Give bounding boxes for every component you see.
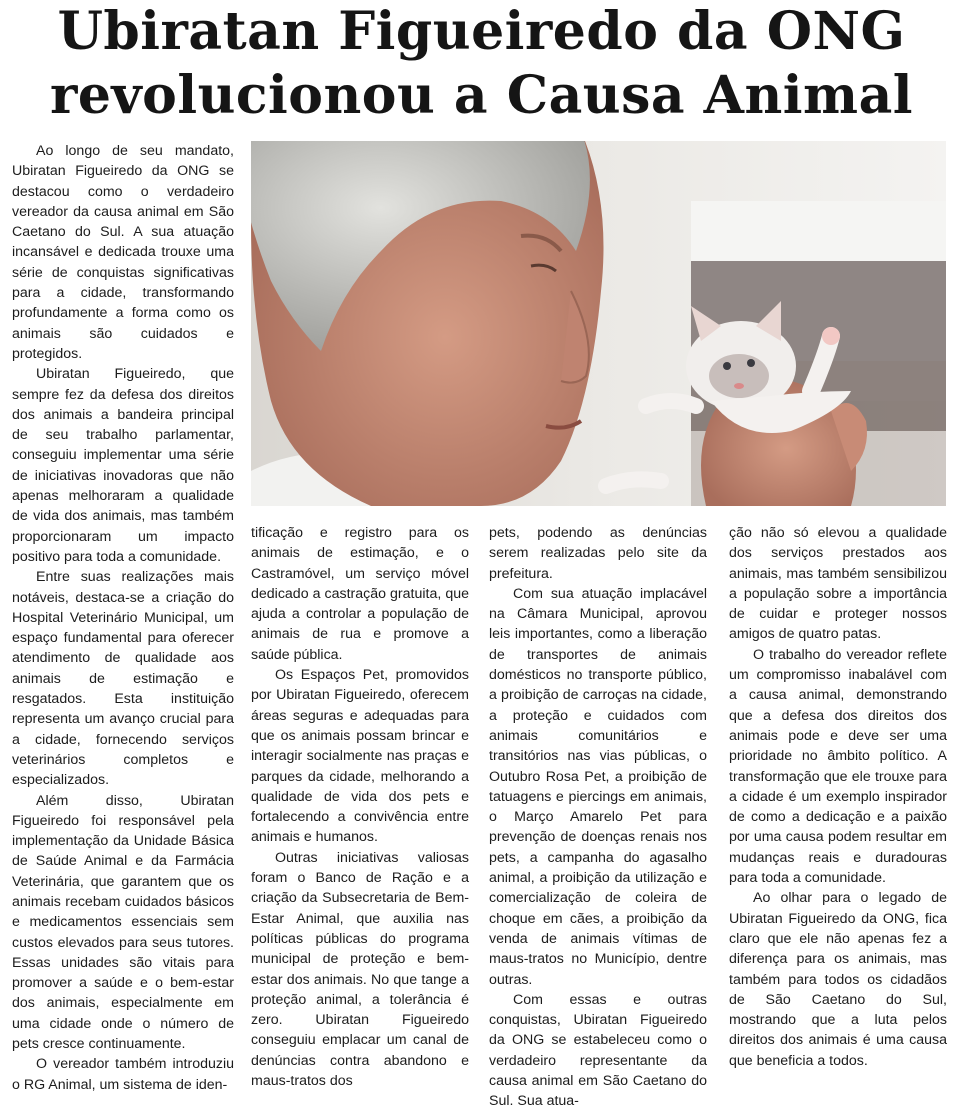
paragraph: Com essas e outras conquistas, Ubiratan Figueiredo da ONG se estabeleceu como o verdadeiro representante da causa animal em São Caetano do Sul. Sua atua- <box>489 991 707 1110</box>
paragraph: ção não só elevou a qualidade dos serviços prestados aos animais, mas também sensibilizou a população sobre a importância de cuidar e proteger nossos amigos de quatro patas. <box>729 525 947 643</box>
paragraph: tificação e registro para os animais de estimação, e o Castramóvel, um serviço móvel dedicado a castração gratuita, que ajuda a controlar a população de animais de rua e promove a saúde pública. <box>251 525 469 663</box>
kitten-hind-leg <box>606 479 661 486</box>
paragraph: Ao longo de seu mandato, Ubiratan Figueiredo da ONG se destacou como o verdadeiro vereador da causa animal em São Caetano do Sul. A sua atuação incansável e dedicada trouxe uma série de conquistas significativas para a cidade, transformando profundamente a forma como os animais são cuidados e protegidos. <box>12 143 234 362</box>
kitten-eye-left <box>723 362 731 370</box>
article-column-2 <box>251 523 469 1091</box>
paragraph: Com sua atuação implacável na Câmara Municipal, aprovou leis importantes, como a liberação de transportes de animais domésticos no transporte público, a proibição de carroças na cidade, a proteção e cuidados com animais comunitários e transitórios nas vias públicas, o Outubro Rosa Pet, a proibição de tatuagens e piercings em animais, o Março Amarelo Pet para prevenção de doenças renais nos pets, a campanha do agasalho animal, a proibição da utilização e comercialização de coleira de choque em cães, a proibição da venda de animais vítimas de maus-tratos no Município, dentre outras. <box>489 585 707 988</box>
paragraph: O vereador também introduziu o RG Animal, um sistema de iden- <box>12 1056 234 1093</box>
paragraph: Ao olhar para o legado de Ubiratan Figueiredo da ONG, fica claro que ele não apenas fez a diferença para os animais, mas também para todos os cidadãos de São Caetano do Sul, mostrando que a luta pelos direitos dos animais é uma causa que beneficia a todos. <box>729 890 947 1069</box>
article-photo <box>251 141 946 506</box>
kitten-paw-left <box>646 401 696 406</box>
article-column-4 <box>729 523 947 1071</box>
paragraph: Além disso, Ubiratan Figueiredo foi responsável pela implementação da Unidade Básica de Saúde Animal e da Farmácia Veterinária, que garantem que os animais recebam cuidados básicos e medicamentos essenciais sem custos elevados para seus tutores. Essas unidades são vitais para promover a saúde e o bem-estar dos animais, especialmente em uma cidade onde o número de pets cresce continuamente. <box>12 792 234 1053</box>
headline-line-1: Ubiratan Figueiredo da ONG <box>57 1 906 62</box>
kitten-eye-right <box>747 359 755 367</box>
man-holding-kitten-photo-icon <box>251 141 946 506</box>
kitten-face-mask <box>709 354 769 398</box>
paragraph: Os Espaços Pet, promovidos por Ubiratan Figueiredo, oferecem áreas seguras e adequadas para que os animais possam brincar e interagir socialmente nas praças e parques da cidade, melhorando a qualidade de vida dos pets e fortalecendo a convivência entre animais e humanos. <box>251 667 469 846</box>
headline-line-2: revolucionou a Causa Animal <box>49 65 914 126</box>
kitten-paw-pad <box>822 327 840 345</box>
paragraph: Ubiratan Figueiredo, que sempre fez da defesa dos direitos dos animais a bandeira principal de seu trabalho parlamentar, conseguiu implementar uma série de iniciativas inovadoras que não apenas melhoraram a qualidade de vida dos animais, mas também proporcionaram um impacto positivo para toda a comunidade. <box>12 366 234 565</box>
article-column-3 <box>489 523 707 1112</box>
paragraph: pets, podendo as denúncias serem realizadas pelo site da prefeitura. <box>489 525 707 582</box>
paragraph: Outras iniciativas valiosas foram o Banco de Ração e a criação da Subsecretaria de Bem-Estar Animal, que auxilia nas políticas públicas do programa municipal de proteção e bem-estar dos animais. No que tange a proteção animal, a tolerância é zero. Ubiratan Figueiredo conseguiu emplacar um canal de denúncias contra abandono e maus-tratos dos <box>251 849 469 1090</box>
article-column-1 <box>12 141 234 1095</box>
paragraph: Entre suas realizações mais notáveis, destaca-se a criação do Hospital Veterinário Municipal, um espaço fundamental para oferecer atendimento de qualidade aos animais de estimação e resgatados. Esta instituição representa um avanço crucial para a cidade, fornecendo serviços veterinários completos e especializados. <box>12 569 234 789</box>
kitten-nose <box>734 383 744 389</box>
article-headline <box>0 0 963 128</box>
paragraph: O trabalho do vereador reflete um compromisso inabalável com a causa animal, demonstrando que a defesa dos direitos dos animais pode e deve ser uma prioridade no âmbito político. A transformação que ele trouxe para a cidade é um exemplo inspirador de como a dedicação e a paixão por uma causa podem resultar em mudanças reais e duradouras para toda a comunidade. <box>729 646 947 887</box>
